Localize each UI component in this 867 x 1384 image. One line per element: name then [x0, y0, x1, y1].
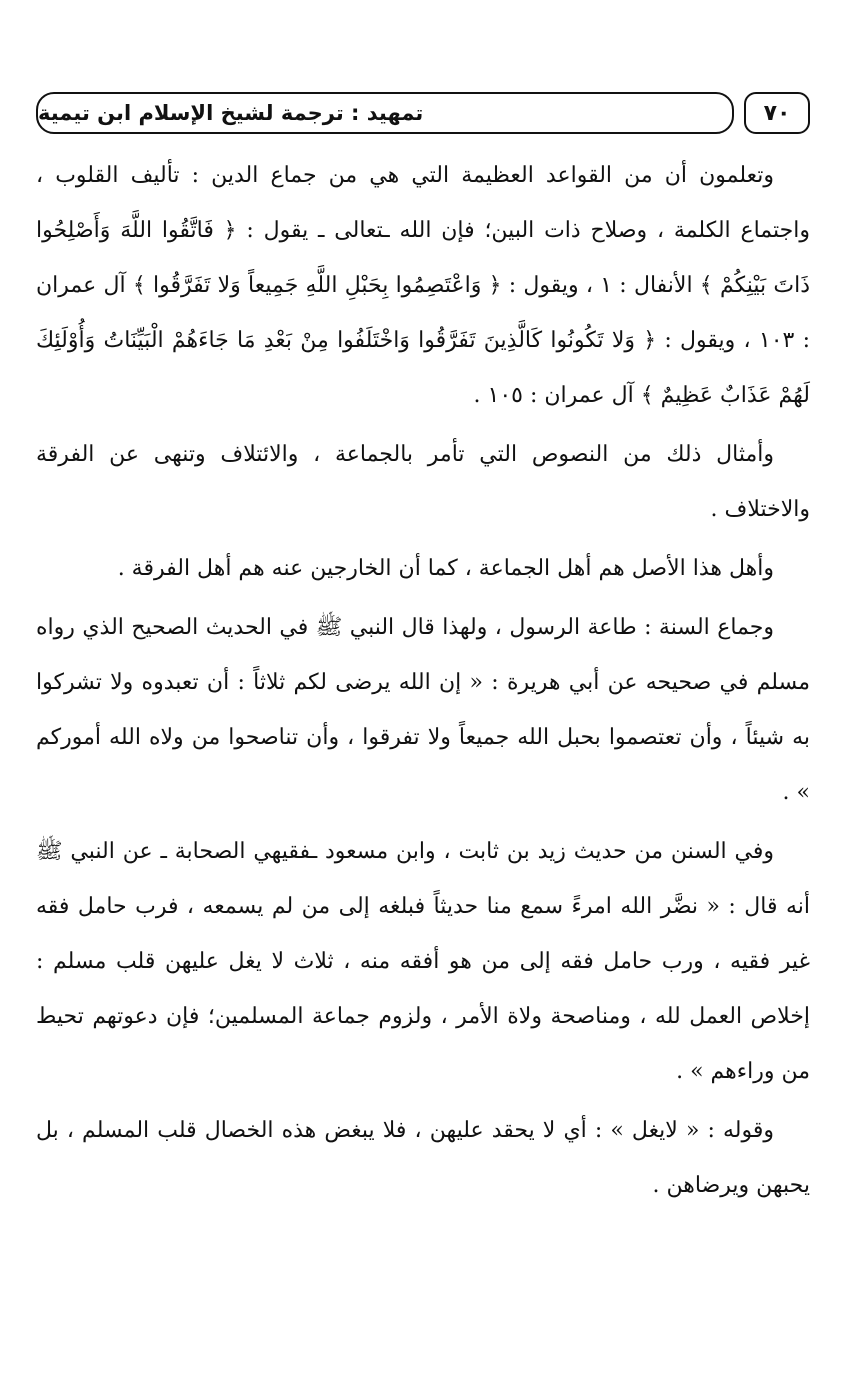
- paragraph-sunnah-hadith: وجماع السنة : طاعة الرسول ، ولهذا قال النبي ﷺ في الحديث الصحيح الذي رواه مسلم في صحيحه عن أبي هريرة : « إن الله يرضى لكم ثلاثاً : أن تعبدوه ولا تشركوا به شيئاً ، وأن تعتصموا بحبل الله جميعاً ولا تفرقوا ، وأن تناصحوا من ولاه الله أموركم » .: [36, 615, 810, 805]
- chapter-title: تمهيد : ترجمة لشيخ الإسلام ابن تيمية: [38, 101, 424, 125]
- paragraph-people-of-jamaah: وأهل هذا الأصل هم أهل الجماعة ، كما أن الخارجين عنه هم أهل الفرقة .: [117, 556, 774, 581]
- paragraph-similar-texts: وأمثال ذلك من النصوص التي تأمر بالجماعة ، والائتلاف وتنهى عن الفرقة والاختلاف .: [36, 442, 810, 522]
- paragraph-explanation: وقوله : « لايغل » : أي لا يحقد عليهن ، فلا يبغض هذه الخصال قلب المسلم ، بل يحبهن ويرضاهن .: [36, 1118, 810, 1198]
- paragraph-sunan-hadith: وفي السنن من حديث زيد بن ثابت ، وابن مسعود ـفقيهي الصحابة ـ عن النبي ﷺ أنه قال : « نضَّر الله امرءً سمع منا حديثاً فبلغه إلى من لم يسمعه ، فرب حامل فقه غير فقيه ، ورب حامل فقه إلى من هو أفقه منه ، ثلاث لا يغل عليهن قلب مسلم : إخلاص العمل لله ، ومناصحة ولاة الأمر ، ولزوم جماعة المسلمين؛ فإن دعوتهم تحيط من وراءهم » .: [36, 839, 810, 1084]
- body-text: [36, 148, 810, 1217]
- page-number: ٧٠: [763, 100, 791, 126]
- page-number-frame: [744, 92, 810, 134]
- header-title-frame: [36, 92, 734, 134]
- running-header: [36, 92, 810, 138]
- paragraph-unity-verses: وتعلمون أن من القواعد العظيمة التي هي من جماع الدين : تأليف القلوب ، واجتماع الكلمة ، وصلاح ذات البين؛ فإن الله ـتعالى ـ يقول : ﴿ فَاتَّقُوا اللَّهَ وَأَصْلِحُوا ذَاتَ بَيْنِكُمْ ﴾ الأنفال : ١ ، ويقول : ﴿ وَاعْتَصِمُوا بِحَبْلِ اللَّهِ جَمِيعاً وَلا تَفَرَّقُوا ﴾ آل عمران : ١٠٣ ، ويقول : ﴿ وَلا تَكُونُوا كَالَّذِينَ تَفَرَّقُوا وَاخْتَلَفُوا مِنْ بَعْدِ مَا جَاءَهُمْ الْبَيِّنَاتُ وَأُوْلَئِكَ لَهُمْ عَذَابٌ عَظِيمٌ ﴾ آل عمران : ١٠٥ .: [36, 163, 810, 408]
